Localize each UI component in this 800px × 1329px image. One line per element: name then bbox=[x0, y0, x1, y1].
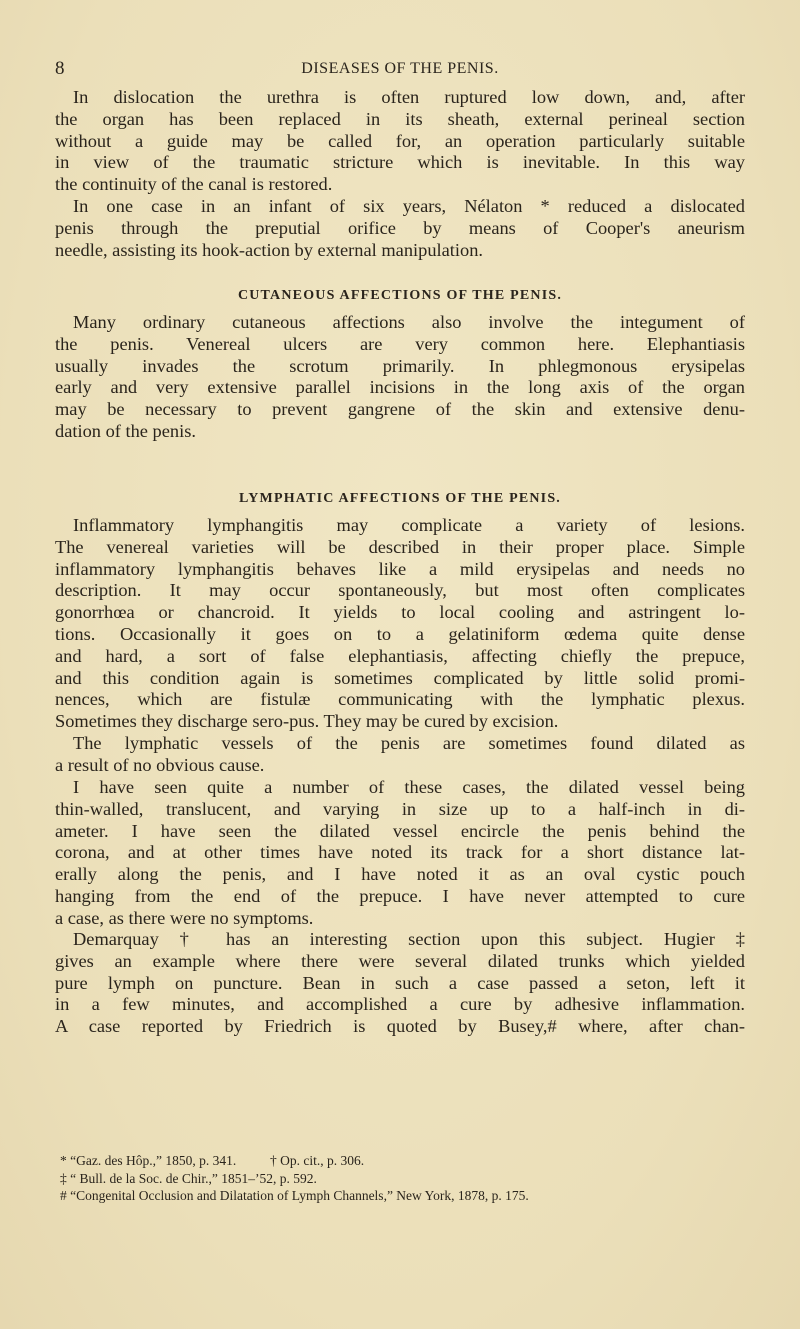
text-line: A case reported by Friedrich is quoted by Busey,# where, after chan- bbox=[55, 1016, 745, 1037]
paragraph bbox=[55, 929, 745, 1038]
text-line: in view of the traumatic stricture which is inevitable. In this way bbox=[55, 152, 745, 173]
text-line: a result of no obvious cause. bbox=[55, 754, 265, 775]
paragraph bbox=[55, 515, 745, 733]
text-line: ameter. I have seen the dilated vessel encircle the penis behind the bbox=[55, 820, 745, 841]
running-title: DISEASES OF THE PENIS. bbox=[301, 60, 499, 77]
paragraph bbox=[55, 87, 745, 196]
text-line: Demarquay † has an interesting section upon this subject. Hugier ‡ bbox=[73, 929, 745, 949]
text-line: without a guide may be called for, an operation particularly suitable bbox=[55, 130, 745, 151]
text-line: I have seen quite a number of these cases, the dilated vessel being bbox=[73, 777, 745, 797]
text-line: hanging from the end of the prepuce. I have never attempted to cure bbox=[55, 885, 745, 906]
text-line: usually invades the scrotum primarily. In phlegmonous erysipelas bbox=[55, 355, 745, 376]
paragraph bbox=[55, 312, 745, 443]
footnote: # “Congenital Occlusion and Dilatation of Lymph Channels,” New York, 1878, p. 175. bbox=[60, 1188, 529, 1203]
running-header bbox=[55, 58, 745, 82]
text-line: In one case in an infant of six years, Nélaton * reduced a dislocated bbox=[73, 196, 745, 216]
paragraph bbox=[55, 777, 745, 930]
text-line: gives an example where there were several dilated trunks which yielded bbox=[55, 950, 745, 971]
text-line: dation of the penis. bbox=[55, 420, 196, 441]
text-line: in a few minutes, and accomplished a cure by adhesive inflammation. bbox=[55, 994, 745, 1015]
text-line: the organ has been replaced in its sheath, external perineal section bbox=[55, 108, 745, 129]
section-heading: LYMPHATIC AFFECTIONS OF THE PENIS. bbox=[238, 491, 562, 506]
text-line: corona, and at other times have noted its track for a short distance lat- bbox=[55, 842, 745, 863]
text-line: Many ordinary cutaneous affections also involve the integument of bbox=[73, 312, 745, 332]
text-line: pure lymph on puncture. Bean in such a case passed a seton, left it bbox=[55, 972, 745, 993]
paragraph bbox=[55, 196, 745, 261]
text-line: description. It may occur spontaneously, but most often complicates bbox=[55, 580, 745, 601]
text-line: inflammatory lymphangitis behaves like a mild erysipelas and needs no bbox=[55, 558, 745, 579]
paragraph bbox=[55, 733, 745, 777]
text-line: thin-walled, translucent, and varying in size up to a half-inch in di- bbox=[55, 798, 745, 819]
text-line: In dislocation the urethra is often ruptured low down, and, after bbox=[73, 87, 745, 107]
text-line: tions. Occasionally it goes on to a gelatiniform œdema quite dense bbox=[55, 623, 745, 644]
text-line: and hard, a sort of false elephantiasis, affecting chiefly the prepuce, bbox=[55, 645, 745, 666]
text-line: erally along the penis, and I have noted it as an oval cystic pouch bbox=[55, 864, 745, 885]
text-line: the penis. Venereal ulcers are very common here. Elephantiasis bbox=[55, 333, 745, 354]
footnotes bbox=[60, 1152, 750, 1205]
text-line: The lymphatic vessels of the penis are sometimes found dilated as bbox=[73, 733, 745, 753]
section-heading: CUTANEOUS AFFECTIONS OF THE PENIS. bbox=[237, 288, 563, 303]
text-line: and this condition again is sometimes complicated by little solid promi- bbox=[55, 667, 745, 688]
footnote: ‡ “ Bull. de la Soc. de Chir.,” 1851–’52, p. 592. bbox=[60, 1170, 317, 1186]
footnote: * “Gaz. des Hôp.,” 1850, p. 341. † Op. cit., p. 306. bbox=[60, 1153, 365, 1168]
text-line: a case, as there were no symptoms. bbox=[55, 907, 314, 928]
text-line: Sometimes they discharge sero-pus. They may be cured by excision. bbox=[55, 711, 559, 732]
text-line: the continuity of the canal is restored. bbox=[55, 174, 333, 195]
text-line: The venereal varieties will be described in their proper place. Simple bbox=[55, 536, 745, 557]
text-line: gonorrhœa or chancroid. It yields to local cooling and astringent lo- bbox=[55, 602, 745, 623]
text-line: early and very extensive parallel incisions in the long axis of the organ bbox=[55, 377, 745, 398]
text-line: Inflammatory lymphangitis may complicate a variety of lesions. bbox=[73, 515, 745, 535]
text-line: penis through the preputial orifice by means of Cooper's aneurism bbox=[55, 217, 745, 238]
text-line: may be necessary to prevent gangrene of the skin and extensive denu- bbox=[55, 399, 745, 420]
text-line: needle, assisting its hook-action by external manipulation. bbox=[55, 239, 483, 260]
text-line: nences, which are fistulæ communicating with the lymphatic plexus. bbox=[55, 689, 745, 710]
page-number: 8 bbox=[55, 58, 65, 79]
